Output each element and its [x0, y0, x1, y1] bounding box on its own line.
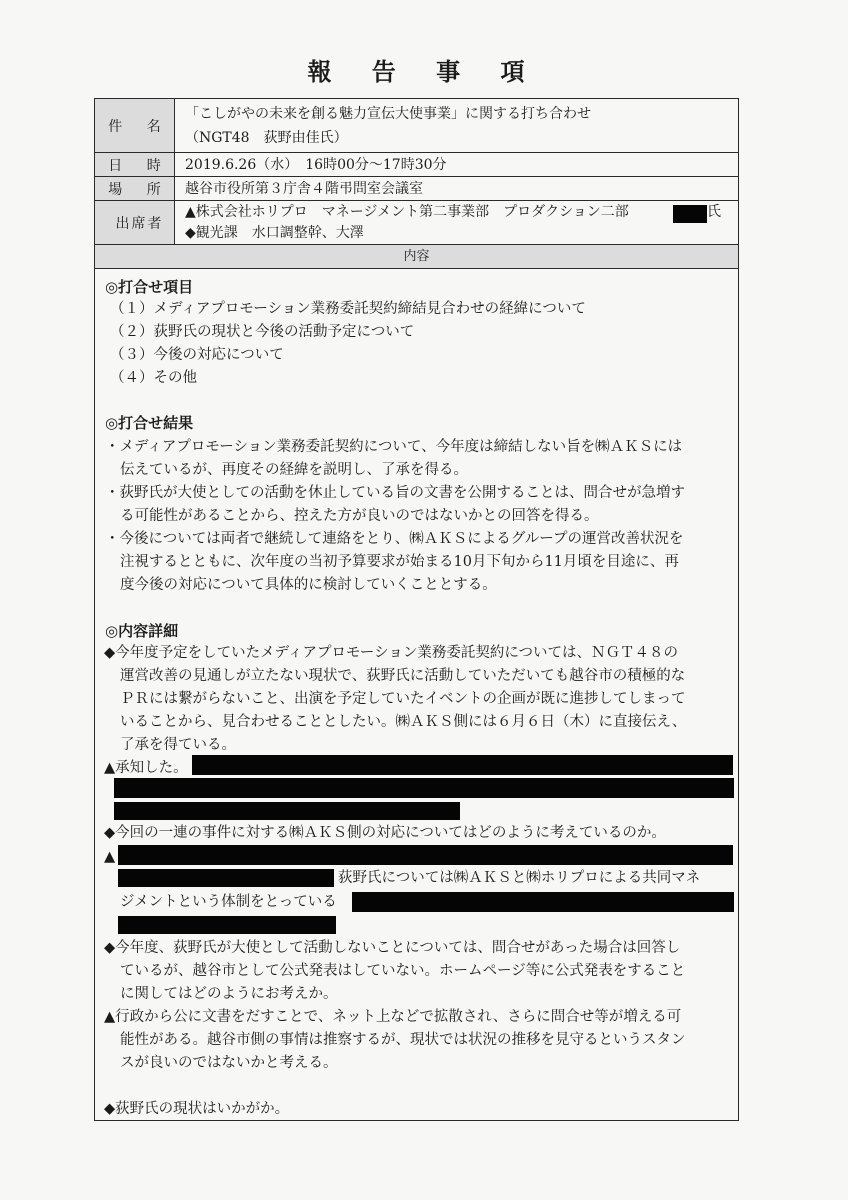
results-line-6: 注視するとともに、次年度の当初予算要求が始まる10月下旬から11月頃を目途に、再: [120, 554, 679, 570]
results-heading: ◎打合せ結果: [105, 414, 194, 432]
details-p4-line-2: 荻野氏については㈱ＡＫＳと㈱ホリプロによる共同マネ: [338, 870, 701, 886]
agenda-item-2: （２）荻野氏の現状と今後の活動予定について: [110, 324, 415, 340]
redaction-block: [114, 778, 734, 798]
details-heading: ◎内容詳細: [105, 622, 179, 640]
redaction-block: [352, 892, 734, 912]
details-p3: ◆今回の一連の事件に対する㈱ＡＫＳ側の対応についてはどのように考えているのか。: [104, 825, 666, 841]
document-title: 報 告 事 項: [307, 58, 541, 86]
details-p1-line-4: いることから、見合わせることとしたい。㈱ＡＫＳ側には６月６日（木）に直接伝え、: [120, 714, 687, 730]
redaction-block: [192, 755, 733, 775]
details-p6-line-2: 能性がある。越谷市側の事情は推察するが、現状では状況の推移を見守るというスタン: [120, 1032, 686, 1048]
results-line-1: ・メディアプロモーション業務委託契約について、今年度は締結しない旨を㈱ＡＫＳには: [105, 439, 683, 455]
results-line-4: る可能性があることから、控えた方が良いのではないかとの回答を得る。: [120, 508, 599, 524]
details-p4-line-3: ジメントという体制をとっている: [120, 894, 337, 910]
datetime-label: 日 時: [95, 153, 175, 176]
details-p1-line-2: 運営改善の見通しが立たない現状で、荻野氏に活動していただいても越谷市の積極的な: [120, 668, 686, 684]
attendees-label: 出席者: [95, 201, 175, 244]
results-line-2: 伝えているが、再度その経緯を説明し、了承を得る。: [120, 462, 468, 478]
redaction-attendee-name: [673, 205, 707, 223]
results-line-5: ・今後については両者で継続して連絡をとり、㈱ＡＫＳによるグループの運営改善状況を: [105, 531, 684, 547]
details-p1-line-3: ＰＲには繋がらないこと、出演を予定していたイベントの企画が既に進捗してしまって: [120, 691, 686, 707]
details-p1-line-1: ◆今年度予定をしていたメディアプロモーション業務委託契約については、ＮＧＴ４８の: [104, 645, 679, 661]
agenda-item-1: （１）メディアプロモーション業務委託契約締結見合わせの経緯について: [110, 301, 586, 317]
attendees-line-2: ◆観光課 水口調整幹、大澤: [185, 225, 364, 241]
attendees-row: [95, 201, 738, 245]
details-p2-start: ▲承知した。: [104, 760, 188, 776]
details-p5-line-2: ているが、越谷市として公式発表はしていない。ホームページ等に公式発表をすること: [120, 963, 686, 979]
details-p5-line-3: に関してはどのようにお考えか。: [120, 986, 338, 1002]
redaction-block: [118, 845, 733, 865]
redaction-block: [118, 869, 334, 887]
agenda-item-4: （４）その他: [110, 370, 197, 386]
place-value: 越谷市役所第３庁舎４階弔問室会議室: [185, 181, 423, 197]
agenda-heading: ◎打合せ項目: [105, 278, 194, 296]
subject-line-2: （NGT48 荻野由佳氏）: [185, 130, 348, 146]
details-p7: ◆荻野氏の現状はいかがか。: [104, 1101, 290, 1117]
attendees-suffix: 氏: [707, 204, 721, 220]
subject-line-1: 「こしがやの未来を創る魅力宣伝大使事業」に関する打ち合わせ: [185, 106, 591, 122]
datetime-value: 2019.6.26（水） 16時00分～17時30分: [185, 157, 447, 173]
agenda-item-3: （３）今後の対応について: [110, 347, 284, 363]
details-p5-line-1: ◆今年度、荻野氏が大使として活動しないことについては、問合せがあった場合は回答し: [104, 940, 681, 956]
datetime-row: [95, 153, 738, 177]
attendees-line-1: ▲株式会社ホリプロ マネージメント第二事業部 プロダクション二部: [185, 204, 629, 220]
details-p6-line-3: スが良いのではないかと考える。: [120, 1055, 338, 1071]
results-line-3: ・荻野氏が大使としての活動を休止している旨の文書を公開することは、問合せが急増す: [105, 485, 685, 501]
details-p4-mark: ▲: [104, 849, 116, 865]
place-label: 場 所: [95, 177, 175, 200]
subject-row: [95, 99, 738, 153]
redaction-block: [114, 802, 460, 820]
results-line-7: 度今後の対応について具体的に検討していくこととする。: [120, 577, 497, 593]
place-row: [95, 177, 738, 201]
details-p1-line-5: 了承を得ている。: [120, 737, 236, 753]
subject-label: 件 名: [95, 99, 175, 152]
redaction-block: [118, 916, 336, 934]
contents-bar: 内容: [95, 245, 738, 269]
details-p6-line-1: ▲行政から公に文書をだすことで、ネット上などで拡散され、さらに問合せ等が増える可: [104, 1009, 682, 1025]
